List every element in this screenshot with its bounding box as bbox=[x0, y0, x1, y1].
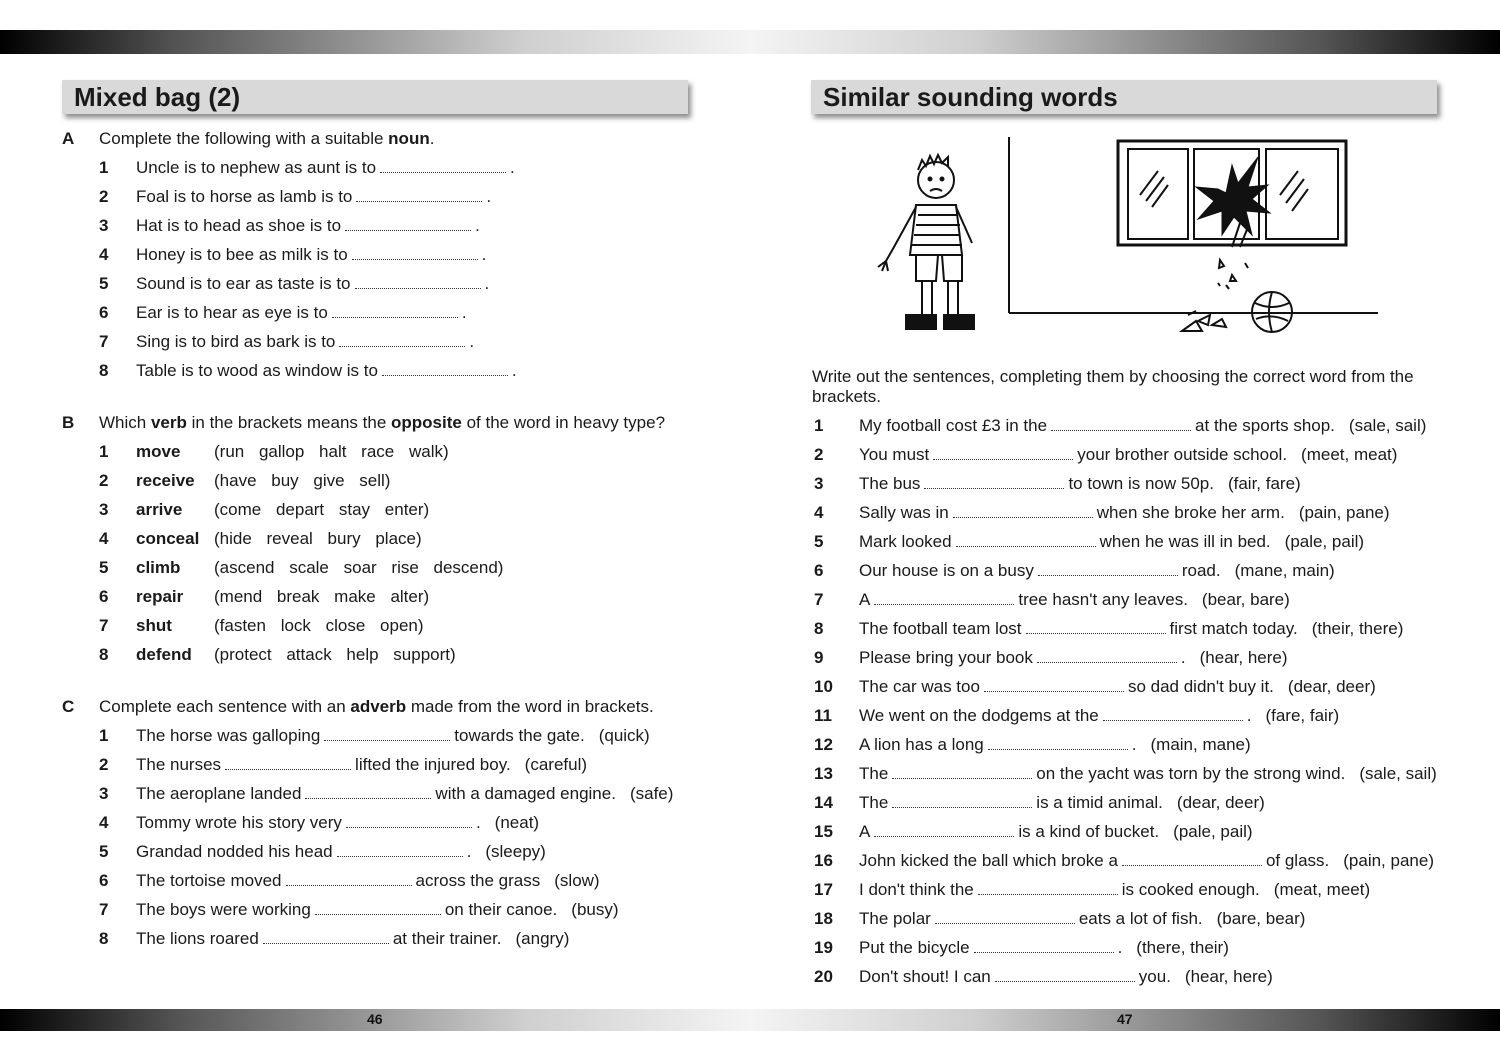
item-word: climb bbox=[136, 558, 181, 577]
item-number: 4 bbox=[814, 503, 824, 522]
item-hint: (angry) bbox=[515, 929, 570, 948]
item-text bbox=[136, 360, 517, 382]
answer-blank[interactable] bbox=[978, 884, 1118, 895]
item-text bbox=[859, 618, 1403, 640]
item-number: 6 bbox=[99, 871, 109, 890]
item-number: 1 bbox=[99, 726, 109, 745]
answer-blank[interactable] bbox=[988, 739, 1128, 750]
answer-blank[interactable] bbox=[324, 730, 450, 741]
item-hint: (fare, fair) bbox=[1265, 706, 1340, 725]
item-text bbox=[859, 792, 1265, 814]
item-number: 6 bbox=[814, 561, 824, 580]
item-hint: (hear, here) bbox=[1199, 648, 1288, 667]
item-word: arrive bbox=[136, 500, 183, 519]
answer-blank[interactable] bbox=[355, 278, 481, 289]
answer-blank[interactable] bbox=[1038, 565, 1178, 576]
item-prompt: Ear is to hear as eye is to bbox=[136, 303, 328, 322]
item-number: 10 bbox=[814, 677, 833, 696]
answer-blank[interactable] bbox=[225, 759, 351, 770]
item-post: with a damaged engine. bbox=[435, 784, 616, 803]
item-number: 18 bbox=[814, 909, 833, 928]
answer-blank[interactable] bbox=[380, 162, 506, 173]
item-prompt: Sound is to ear as taste is to bbox=[136, 274, 351, 293]
item-prompt: Table is to wood as window is to bbox=[136, 361, 378, 380]
item-prompt: Uncle is to nephew as aunt is to bbox=[136, 158, 377, 177]
item-post: your brother outside school. bbox=[1077, 445, 1288, 464]
answer-blank[interactable] bbox=[935, 913, 1075, 924]
item-pre: The car was too bbox=[859, 677, 980, 696]
item-text bbox=[136, 754, 587, 776]
item-hint: (busy) bbox=[571, 900, 619, 919]
section-c-letter: C bbox=[62, 697, 75, 716]
item-pre: Tommy wrote his story very bbox=[136, 813, 342, 832]
section-c-instruction: Complete each sentence with an adverb made from the word in brackets. bbox=[99, 697, 654, 716]
page-number-left: 46 bbox=[367, 1011, 383, 1027]
item-hint: (sale, sail) bbox=[1359, 764, 1437, 783]
answer-blank[interactable] bbox=[874, 826, 1014, 837]
item-pre: John kicked the ball which broke a bbox=[859, 851, 1118, 870]
item-number: 2 bbox=[99, 471, 109, 490]
item-hint: (dear, deer) bbox=[1287, 677, 1376, 696]
answer-blank[interactable] bbox=[356, 191, 482, 202]
item-number: 16 bbox=[814, 851, 833, 870]
item-post: is a kind of bucket. bbox=[1018, 822, 1160, 841]
item-text bbox=[136, 331, 474, 353]
item-word: repair bbox=[136, 587, 184, 606]
item-text bbox=[136, 870, 600, 892]
item-hint: (pain, pane) bbox=[1343, 851, 1434, 870]
answer-blank[interactable] bbox=[892, 797, 1032, 808]
item-number: 1 bbox=[99, 442, 109, 461]
item-pre: The aeroplane landed bbox=[136, 784, 302, 803]
item-options: (have buy give sell) bbox=[214, 471, 391, 490]
item-text bbox=[859, 444, 1397, 466]
item-end: . bbox=[484, 274, 490, 293]
item-pre: The bbox=[859, 764, 889, 783]
item-hint: (dear, deer) bbox=[1176, 793, 1265, 812]
item-pre: Grandad nodded his head bbox=[136, 842, 333, 861]
item-pre: You must bbox=[859, 445, 930, 464]
item-text bbox=[859, 734, 1251, 756]
answer-blank[interactable] bbox=[984, 681, 1124, 692]
item-text bbox=[136, 302, 467, 324]
item-number: 8 bbox=[99, 645, 109, 664]
item-number: 3 bbox=[99, 216, 109, 235]
item-post: . bbox=[475, 813, 481, 832]
item-number: 17 bbox=[814, 880, 833, 899]
section-b-letter: B bbox=[62, 413, 75, 432]
instruction-text: Write out the sentences, completing them by choosing the correct word from the brackets. bbox=[812, 367, 1414, 406]
item-post: at the sports shop. bbox=[1195, 416, 1335, 435]
item-hint: (their, there) bbox=[1311, 619, 1404, 638]
item-prompt: Hat is to head as shoe is to bbox=[136, 216, 342, 235]
item-post: when she broke her arm. bbox=[1096, 503, 1285, 522]
item-options: (hide reveal bury place) bbox=[214, 529, 422, 548]
answer-blank[interactable] bbox=[286, 875, 412, 886]
item-post: first match today. bbox=[1169, 619, 1298, 638]
item-hint: (careful) bbox=[524, 755, 588, 774]
item-number: 1 bbox=[99, 158, 109, 177]
item-text bbox=[859, 908, 1305, 930]
item-word: move bbox=[136, 442, 181, 461]
item-hint: (bare, bear) bbox=[1216, 909, 1306, 928]
item-text bbox=[859, 415, 1426, 437]
item-end: . bbox=[461, 303, 467, 322]
item-hint: (main, mane) bbox=[1150, 735, 1251, 754]
page-title: Mixed bag (2) bbox=[62, 80, 688, 114]
item-post: . bbox=[1180, 648, 1186, 667]
item-number: 8 bbox=[99, 929, 109, 948]
item-number: 19 bbox=[814, 938, 833, 957]
item-hint: (meat, meet) bbox=[1273, 880, 1371, 899]
item-post: on the yacht was torn by the strong wind. bbox=[1036, 764, 1346, 783]
item-number: 3 bbox=[99, 500, 109, 519]
answer-blank[interactable] bbox=[1026, 623, 1166, 634]
section-b-instruction: Which verb in the brackets means the opposite of the word in heavy type? bbox=[99, 413, 666, 432]
item-pre: We went on the dodgems at the bbox=[859, 706, 1099, 725]
item-pre: Don't shout! I can bbox=[859, 967, 991, 986]
answer-blank[interactable] bbox=[933, 449, 1073, 460]
item-number: 6 bbox=[99, 587, 109, 606]
item-text bbox=[859, 560, 1335, 582]
item-hint: (pale, pail) bbox=[1173, 822, 1253, 841]
answer-blank[interactable] bbox=[874, 594, 1014, 605]
item-end: . bbox=[475, 216, 480, 235]
item-post: is a timid animal. bbox=[1036, 793, 1163, 812]
answer-blank[interactable] bbox=[346, 817, 472, 828]
item-text bbox=[859, 705, 1339, 727]
item-post: towards the gate. bbox=[454, 726, 585, 745]
item-pre: The lions roared bbox=[136, 929, 259, 948]
item-number: 7 bbox=[814, 590, 824, 609]
item-number: 5 bbox=[99, 274, 109, 293]
item-hint: (neat) bbox=[494, 813, 540, 832]
answer-blank[interactable] bbox=[1122, 855, 1262, 866]
item-post: you. bbox=[1138, 967, 1171, 986]
item-number: 4 bbox=[99, 813, 109, 832]
item-text bbox=[859, 473, 1301, 495]
answer-blank[interactable] bbox=[337, 846, 463, 857]
item-pre: A bbox=[859, 590, 871, 609]
answer-blank[interactable] bbox=[974, 942, 1114, 953]
item-pre: Put the bicycle bbox=[859, 938, 970, 957]
item-prompt: Honey is to bee as milk is to bbox=[136, 245, 348, 264]
item-number: 7 bbox=[99, 616, 109, 635]
page-number-right: 47 bbox=[1117, 1011, 1133, 1027]
answer-blank[interactable] bbox=[1103, 710, 1243, 721]
section-a-letter: A bbox=[62, 129, 75, 148]
item-hint: (pain, pane) bbox=[1298, 503, 1390, 522]
top-decorative-bar bbox=[0, 30, 1500, 54]
item-text bbox=[859, 589, 1290, 611]
item-number: 3 bbox=[814, 474, 824, 493]
broken-window-illustration bbox=[860, 135, 1400, 345]
item-pre: The horse was galloping bbox=[136, 726, 321, 745]
item-prompt: Foal is to horse as lamb is to bbox=[136, 187, 353, 206]
item-hint: (hear, here) bbox=[1184, 967, 1273, 986]
item-text bbox=[859, 937, 1229, 959]
answer-blank[interactable] bbox=[352, 249, 478, 260]
answer-blank[interactable] bbox=[345, 220, 471, 231]
item-options: (mend break make alter) bbox=[214, 587, 430, 606]
item-text bbox=[859, 850, 1434, 872]
item-text bbox=[136, 841, 546, 863]
answer-blank[interactable] bbox=[332, 307, 458, 318]
item-number: 4 bbox=[99, 529, 109, 548]
item-prompt: Sing is to bird as bark is to bbox=[136, 332, 336, 351]
item-post: . bbox=[1246, 706, 1252, 725]
item-options: (protect attack help support) bbox=[214, 645, 456, 664]
item-text bbox=[859, 879, 1370, 901]
item-post: . bbox=[466, 842, 472, 861]
item-hint: (bear, bare) bbox=[1201, 590, 1290, 609]
item-text bbox=[859, 676, 1376, 698]
item-text bbox=[136, 215, 480, 237]
item-text bbox=[136, 812, 539, 834]
item-text bbox=[136, 725, 650, 747]
item-pre: The boys were working bbox=[136, 900, 311, 919]
bottom-decorative-bar bbox=[0, 1009, 1500, 1031]
item-number: 2 bbox=[814, 445, 824, 464]
item-number: 9 bbox=[814, 648, 824, 667]
item-hint: (meet, meat) bbox=[1301, 445, 1398, 464]
item-post: when he was ill in bed. bbox=[1099, 532, 1271, 551]
item-post: eats a lot of fish. bbox=[1078, 909, 1203, 928]
item-number: 12 bbox=[814, 735, 833, 754]
item-number: 14 bbox=[814, 793, 833, 812]
item-pre: A bbox=[859, 822, 871, 841]
item-number: 7 bbox=[99, 332, 109, 351]
item-hint: (quick) bbox=[598, 726, 650, 745]
answer-blank[interactable] bbox=[305, 788, 431, 799]
item-pre: The bus bbox=[859, 474, 921, 493]
item-end: . bbox=[469, 332, 475, 351]
item-end: . bbox=[511, 361, 517, 380]
item-post: lifted the injured boy. bbox=[355, 755, 511, 774]
item-hint: (slow) bbox=[554, 871, 600, 890]
item-post: across the grass bbox=[415, 871, 541, 890]
item-number: 20 bbox=[814, 967, 833, 986]
answer-blank[interactable] bbox=[995, 971, 1135, 982]
item-pre: The bbox=[859, 793, 889, 812]
item-pre: The tortoise moved bbox=[136, 871, 282, 890]
item-text bbox=[136, 186, 491, 208]
answer-blank[interactable] bbox=[382, 365, 508, 376]
item-end: . bbox=[486, 187, 492, 206]
item-word: shut bbox=[136, 616, 172, 635]
item-pre: I don't think the bbox=[859, 880, 974, 899]
item-text bbox=[859, 763, 1437, 785]
item-pre: A lion has a long bbox=[859, 735, 984, 754]
item-end: . bbox=[481, 245, 487, 264]
item-text bbox=[859, 966, 1273, 988]
answer-blank[interactable] bbox=[924, 478, 1064, 489]
item-hint: (sale, sail) bbox=[1348, 416, 1427, 435]
item-post: is cooked enough. bbox=[1121, 880, 1260, 899]
item-post: at their trainer. bbox=[392, 929, 502, 948]
item-post: . bbox=[1131, 735, 1137, 754]
item-hint: (sleepy) bbox=[485, 842, 546, 861]
item-hint: (there, their) bbox=[1136, 938, 1229, 957]
item-number: 7 bbox=[99, 900, 109, 919]
item-number: 15 bbox=[814, 822, 833, 841]
item-number: 5 bbox=[814, 532, 824, 551]
item-number: 3 bbox=[99, 784, 109, 803]
item-word: conceal bbox=[136, 529, 200, 548]
item-number: 6 bbox=[99, 303, 109, 322]
section-a-instruction: Complete the following with a suitable noun. bbox=[99, 129, 435, 148]
item-hint: (pale, pail) bbox=[1284, 532, 1365, 551]
item-pre: The football team lost bbox=[859, 619, 1022, 638]
item-number: 2 bbox=[99, 755, 109, 774]
item-options: (run gallop halt race walk) bbox=[214, 442, 449, 461]
item-word: receive bbox=[136, 471, 195, 490]
item-number: 1 bbox=[814, 416, 824, 435]
item-text bbox=[859, 821, 1253, 843]
answer-blank[interactable] bbox=[892, 768, 1032, 779]
item-text bbox=[136, 783, 673, 805]
item-number: 11 bbox=[814, 706, 832, 725]
item-number: 8 bbox=[814, 619, 824, 638]
item-pre: My football cost £3 in the bbox=[859, 416, 1048, 435]
item-text bbox=[136, 899, 619, 921]
item-end: . bbox=[510, 158, 515, 177]
item-number: 13 bbox=[814, 764, 833, 783]
item-post: so dad didn't buy it. bbox=[1127, 677, 1274, 696]
item-hint: (mane, main) bbox=[1234, 561, 1335, 580]
item-number: 5 bbox=[99, 558, 109, 577]
item-text bbox=[859, 502, 1390, 524]
item-number: 2 bbox=[99, 187, 109, 206]
item-options: (fasten lock close open) bbox=[214, 616, 424, 635]
answer-blank[interactable] bbox=[956, 536, 1096, 547]
item-number: 4 bbox=[99, 245, 109, 264]
item-pre: The polar bbox=[859, 909, 931, 928]
item-number: 8 bbox=[99, 361, 109, 380]
page-title-right: Similar sounding words bbox=[811, 80, 1437, 114]
item-options: (come depart stay enter) bbox=[214, 500, 430, 519]
item-hint: (fair, fare) bbox=[1227, 474, 1301, 493]
item-pre: The nurses bbox=[136, 755, 222, 774]
item-pre: Our house is on a busy bbox=[859, 561, 1034, 580]
answer-blank[interactable] bbox=[315, 904, 441, 915]
item-text bbox=[859, 647, 1288, 669]
item-post: tree hasn't any leaves. bbox=[1018, 590, 1188, 609]
item-pre: Sally was in bbox=[859, 503, 949, 522]
item-post: road. bbox=[1181, 561, 1221, 580]
item-word: defend bbox=[136, 645, 192, 664]
item-text bbox=[136, 244, 486, 266]
item-post: to town is now 50p. bbox=[1068, 474, 1214, 493]
item-post: . bbox=[1117, 938, 1123, 957]
item-post: of glass. bbox=[1265, 851, 1330, 870]
item-number: 5 bbox=[99, 842, 109, 861]
answer-blank[interactable] bbox=[953, 507, 1093, 518]
answer-blank[interactable] bbox=[1037, 652, 1177, 663]
item-options: (ascend scale soar rise descend) bbox=[214, 558, 504, 577]
answer-blank[interactable] bbox=[339, 336, 465, 347]
item-post: on their canoe. bbox=[444, 900, 558, 919]
item-text bbox=[136, 928, 569, 950]
item-text bbox=[136, 273, 489, 295]
answer-blank[interactable] bbox=[263, 933, 389, 944]
item-text bbox=[136, 157, 515, 179]
item-text bbox=[859, 531, 1364, 553]
item-hint: (safe) bbox=[629, 784, 674, 803]
item-pre: Mark looked bbox=[859, 532, 952, 551]
item-pre: Please bring your book bbox=[859, 648, 1033, 667]
answer-blank[interactable] bbox=[1051, 420, 1191, 431]
